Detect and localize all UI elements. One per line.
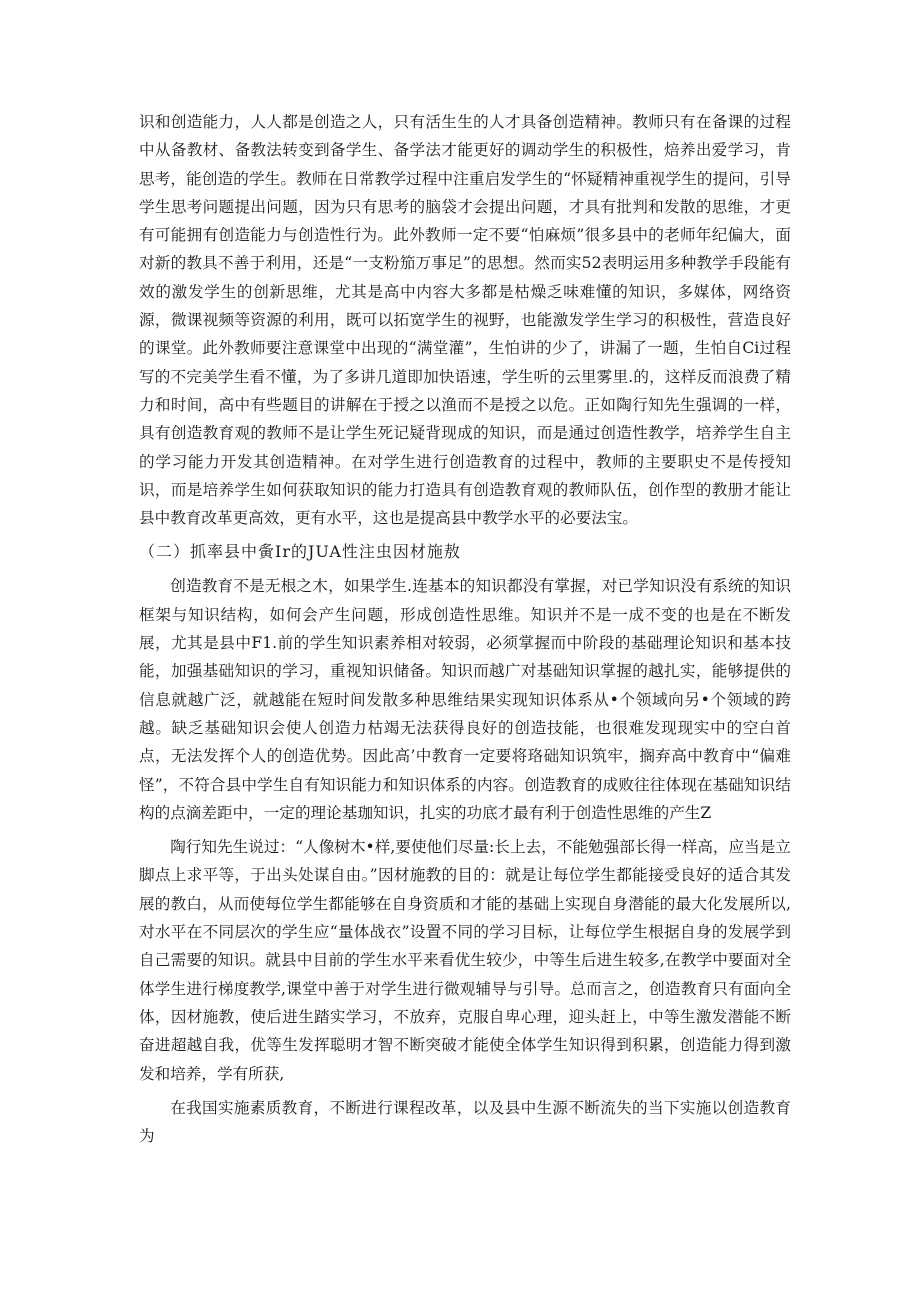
paragraph-basic-knowledge: 创造教育不是无根之木，如果学生.连基本的知识都没有掌握，对已学知识没有系统的知识框架与知识结构，如何会产生问题，形成创造性思维。知识并不是一成不变的也是在不断发展，尤其是县中F1.前的学生知识素养相对较弱，必须掌握而中阶段的基础理论知识和基本技能，加强基础知识的学习，重视知识储备。知识而越广对基础知识掌握的越扎实，能够提供的信息就越广泛，就越能在短时间发散多种思维结果实现知识体系从•个领域向另•个领域的跨越。缺乏基础知识会使人创造力枯竭无法获得良好的创造技能，也很难发现现实中的空白首点，无法发挥个人的创造优势。因此高’中教育一定要将珞础知识筑牢，搁弃高中教育中“偏难怪”，不符合县中学生自有知识能力和知识体系的内容。创造教育的成败往往体现在基础知识结构的点滴差距中，一定的理论基珈知识，扎实的功底才最有利于创造性思维的产生Z (139, 577, 791, 822)
paragraph-teacher-creativity: 识和创造能力，人人都是创造之人，只有活生生的人才具备创造精神。教师只有在备课的过程中从备教材、备教法转变到备学生、备学法才能更好的调动学生的积极性，焙养出爱学习，肯思考，能创造的学生。教师在日常教学过程中注重启发学生的“怀疑精神重视学生的提问，引导学生思考问题提出问题，因为只有思考的脑袋才会提出问题，才具有批判和发散的思维，才更有可能拥有创造能力与创造性行为。此外教师一定不要“怕麻烦”很多县中的老师年纪偏大，面对新的教具不善于利用，还是“一支粉笳万事足”的思想。然而实52表明运用多种教学手段能有效的激发学生的创新思维，尤其是高中内容大多都是枯燥乏味难懂的知识，多媒体，网络资源，微课视频等资源的利用，既可以拓宽学生的视野，也能激发学生学习的积极性，营造良好的课堂。此外教师要注意课堂中出现的“满堂灌”，生怕讲的少了，讲漏了一题，生怕自Ci过程写的不完美学生看不懂，为了多讲几道即加快语速，学生听的云里雾里.的，这样反而浪费了精力和时间，高中有些题目的讲解在于授之以渔而不是授之以危。正如陶行知先生强调的一样，具有创造教育观的教师不是让学生死记疑背现成的知识，而是通过创造性教学，培养学生自主的学习能力开发其创造精神。在对学生进行创造教育的过程中，教师的主要职史不是传授知识，而是培养学生如何获取知识的能力打造具有创造教育观的教师队伍，创作型的教册才能让县中教育改革更高效，更有水平，这也是提高县中教学水平的必要法宝。 (139, 113, 791, 528)
section-heading: （二）抓率县中夤Ir的JUA性注虫因材施敖 (139, 542, 461, 562)
paragraph-quality-education: 在我国实施素质教育，不断进行课程改革，以及县中生源不断流失的当下实施以创造教育为 (139, 1098, 791, 1146)
paragraph-tao-xingzhi-quote: 陶行知先生说过：“人像树木•样,要使他们尽量:长上去，不能勉强部长得一样高，应当是立脚点上求平等，于出头处谋自由。”因材施教的目的：就是让每位学生都能接受良好的适合其发展的教白，从而使每位学生都能够在自身资质和才能的基础上实现自身潜能的最大化发展所以,对水平在不同层次的学生应“量体战衣”设置不同的学习目标，让每位学生根据自身的发展学到自己需要的知识。就县中目前的学生水平来看优生较少，中等生后进生较多,在教学中要面对全体学生进行梯度教学,课堂中善于对学生进行微观辅导与引导。总而言之，创造教育只有面向全体，因材施教，使后进生踏实学习，不放弃，克服自卑心理，迎头赶上，中等生激发潜能不断奋进超越自我，优等生发挥聪明才智不断突破才能使全体学生知识得到积累，创造能力得到激发和培养，学有所获, (139, 838, 791, 1083)
document-page (139, 108, 791, 1150)
